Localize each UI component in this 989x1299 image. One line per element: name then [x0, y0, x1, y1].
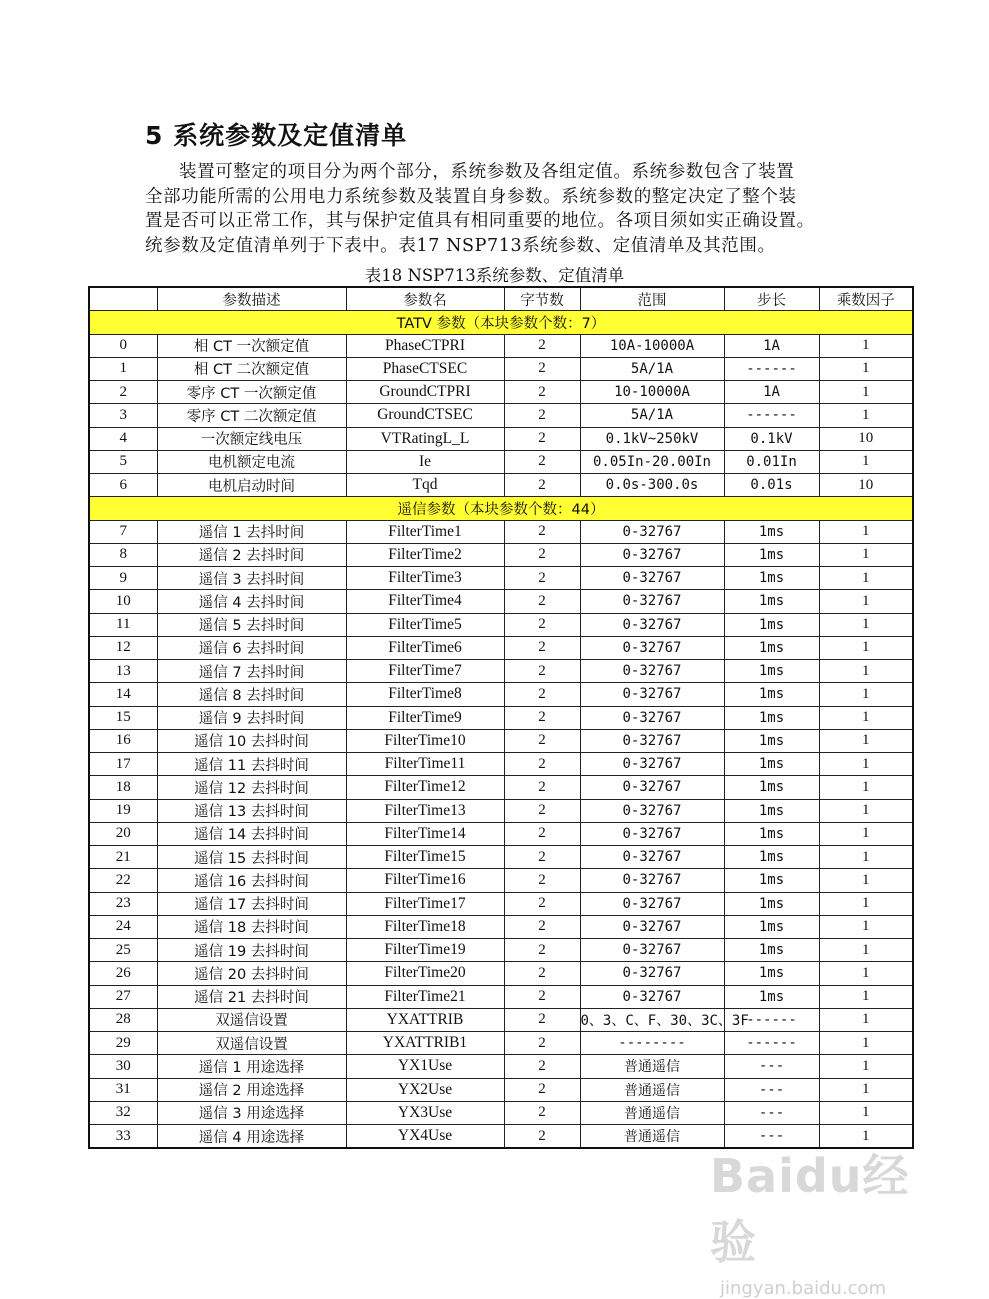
param-name-cell: YX4Use — [346, 1125, 504, 1149]
description-cell: 遥信 1 去抖时间 — [157, 520, 346, 543]
param-name-cell: Tqd — [346, 474, 504, 497]
factor-cell: 1 — [819, 381, 913, 404]
description-cell: 电机启动时间 — [157, 474, 346, 497]
step-cell: 1ms — [724, 985, 819, 1008]
range-cell: 0-32767 — [580, 915, 724, 938]
bytes-cell: 2 — [504, 1101, 580, 1124]
factor-cell: 1 — [819, 962, 913, 985]
table-row — [89, 567, 913, 590]
index-cell: 23 — [89, 892, 157, 915]
bytes-cell: 2 — [504, 404, 580, 427]
param-name-cell: FilterTime3 — [346, 567, 504, 590]
param-name-cell: FilterTime21 — [346, 985, 504, 1008]
param-name-cell: FilterTime10 — [346, 729, 504, 752]
step-cell: 1ms — [724, 567, 819, 590]
header-cell: 乘数因子 — [819, 287, 913, 311]
param-name-cell: YX3Use — [346, 1101, 504, 1124]
step-cell: 1ms — [724, 753, 819, 776]
step-cell: 0.1kV — [724, 427, 819, 450]
bytes-cell: 2 — [504, 962, 580, 985]
range-cell: 0-32767 — [580, 869, 724, 892]
step-cell: --- — [724, 1101, 819, 1124]
page-title: 5 系统参数及定值清单 — [145, 121, 408, 150]
range-cell: 0-32767 — [580, 590, 724, 613]
intro-paragraph — [145, 160, 860, 258]
factor-cell: 1 — [819, 543, 913, 566]
description-cell: 遥信 2 去抖时间 — [157, 543, 346, 566]
step-cell: 1ms — [724, 520, 819, 543]
paragraph-line: 全部功能所需的公用电力系统参数及装置自身参数。系统参数的整定决定了整个装 — [145, 186, 797, 207]
factor-cell: 1 — [819, 334, 913, 357]
description-cell: 遥信 4 去抖时间 — [157, 590, 346, 613]
description-cell: 遥信 21 去抖时间 — [157, 985, 346, 1008]
bytes-cell: 2 — [504, 706, 580, 729]
param-name-cell: VTRatingL_L — [346, 427, 504, 450]
factor-cell: 1 — [819, 776, 913, 799]
range-cell: 普通遥信 — [580, 1078, 724, 1101]
range-cell: 0-32767 — [580, 706, 724, 729]
param-name-cell: Ie — [346, 450, 504, 473]
index-cell: 20 — [89, 822, 157, 845]
bytes-cell: 2 — [504, 636, 580, 659]
index-cell: 32 — [89, 1101, 157, 1124]
bytes-cell: 2 — [504, 776, 580, 799]
index-cell: 7 — [89, 520, 157, 543]
table-row — [89, 520, 913, 543]
step-cell: ------ — [724, 1008, 819, 1031]
factor-cell: 1 — [819, 450, 913, 473]
param-name-cell: FilterTime1 — [346, 520, 504, 543]
step-cell: 1ms — [724, 869, 819, 892]
factor-cell: 1 — [819, 1078, 913, 1101]
table-row — [89, 1078, 913, 1101]
index-cell: 1 — [89, 357, 157, 380]
param-name-cell: FilterTime2 — [346, 543, 504, 566]
table-row — [89, 1032, 913, 1055]
range-cell: -------- — [580, 1032, 724, 1055]
paragraph-line: 置是否可以正常工作，其与保护定值具有相同重要的地位。各项目须如实正确设置。 — [145, 211, 815, 231]
watermark-url: jingyan.baidu.com — [720, 1278, 887, 1299]
index-cell: 13 — [89, 660, 157, 683]
factor-cell: 10 — [819, 427, 913, 450]
bytes-cell: 2 — [504, 660, 580, 683]
bytes-cell: 2 — [504, 543, 580, 566]
parameter-table — [88, 286, 914, 1149]
description-cell: 遥信 5 去抖时间 — [157, 613, 346, 636]
step-cell: 1ms — [724, 915, 819, 938]
bytes-cell: 2 — [504, 846, 580, 869]
bytes-cell: 2 — [504, 357, 580, 380]
param-name-cell: FilterTime11 — [346, 753, 504, 776]
index-cell: 11 — [89, 613, 157, 636]
step-cell: 0.01In — [724, 450, 819, 473]
description-cell: 遥信 9 去抖时间 — [157, 706, 346, 729]
table-row — [89, 799, 913, 822]
factor-cell: 1 — [819, 1055, 913, 1078]
table-row — [89, 660, 913, 683]
range-cell: 0-32767 — [580, 776, 724, 799]
description-cell: 遥信 18 去抖时间 — [157, 915, 346, 938]
description-cell: 遥信 12 去抖时间 — [157, 776, 346, 799]
factor-cell: 1 — [819, 869, 913, 892]
description-cell: 遥信 16 去抖时间 — [157, 869, 346, 892]
description-cell: 遥信 4 用途选择 — [157, 1125, 346, 1149]
bytes-cell: 2 — [504, 334, 580, 357]
bytes-cell: 2 — [504, 567, 580, 590]
bytes-cell: 2 — [504, 1055, 580, 1078]
step-cell: 1ms — [724, 892, 819, 915]
factor-cell: 1 — [819, 846, 913, 869]
index-cell: 10 — [89, 590, 157, 613]
table-row — [89, 892, 913, 915]
table-row — [89, 381, 913, 404]
bytes-cell: 2 — [504, 915, 580, 938]
param-name-cell: FilterTime14 — [346, 822, 504, 845]
table-row — [89, 683, 913, 706]
header-cell: 范围 — [580, 287, 724, 311]
description-cell: 遥信 2 用途选择 — [157, 1078, 346, 1101]
bytes-cell: 2 — [504, 1032, 580, 1055]
param-name-cell: GroundCTSEC — [346, 404, 504, 427]
header-cell: 步长 — [724, 287, 819, 311]
header-cell: 字节数 — [504, 287, 580, 311]
table-row — [89, 427, 913, 450]
index-cell: 17 — [89, 753, 157, 776]
table-row — [89, 636, 913, 659]
bytes-cell: 2 — [504, 939, 580, 962]
factor-cell: 1 — [819, 404, 913, 427]
bytes-cell: 2 — [504, 427, 580, 450]
description-cell: 遥信 1 用途选择 — [157, 1055, 346, 1078]
param-name-cell: FilterTime19 — [346, 939, 504, 962]
bytes-cell: 2 — [504, 822, 580, 845]
table-row — [89, 985, 913, 1008]
header-cell: 参数描述 — [157, 287, 346, 311]
description-cell: 双遥信设置 — [157, 1008, 346, 1031]
table-caption: 表18 NSP713系统参数、定值清单 — [364, 266, 625, 285]
param-name-cell: FilterTime16 — [346, 869, 504, 892]
description-cell: 遥信 13 去抖时间 — [157, 799, 346, 822]
range-cell: 0-32767 — [580, 729, 724, 752]
factor-cell: 1 — [819, 567, 913, 590]
step-cell: 1ms — [724, 543, 819, 566]
description-cell: 双遥信设置 — [157, 1032, 346, 1055]
range-cell: 0-32767 — [580, 822, 724, 845]
description-cell: 遥信 17 去抖时间 — [157, 892, 346, 915]
param-name-cell: FilterTime18 — [346, 915, 504, 938]
range-cell: 普通遥信 — [580, 1125, 724, 1149]
step-cell: 1A — [724, 334, 819, 357]
range-cell: 普通遥信 — [580, 1055, 724, 1078]
param-name-cell: FilterTime6 — [346, 636, 504, 659]
step-cell: 1ms — [724, 822, 819, 845]
description-cell: 遥信 10 去抖时间 — [157, 729, 346, 752]
table-row — [89, 1101, 913, 1124]
index-cell: 14 — [89, 683, 157, 706]
step-cell: 1ms — [724, 776, 819, 799]
step-cell: 1A — [724, 381, 819, 404]
paragraph-line: 装置可整定的项目分为两个部分，系统参数及各组定值。系统参数包含了装置 — [179, 162, 795, 182]
index-cell: 25 — [89, 939, 157, 962]
description-cell: 零序 CT 二次额定值 — [157, 404, 346, 427]
range-cell: 0-32767 — [580, 613, 724, 636]
bytes-cell: 2 — [504, 1078, 580, 1101]
bytes-cell: 2 — [504, 520, 580, 543]
range-cell: 0-32767 — [580, 520, 724, 543]
param-name-cell: YXATTRIB1 — [346, 1032, 504, 1055]
bytes-cell: 2 — [504, 799, 580, 822]
group-header-row — [89, 311, 913, 334]
factor-cell: 1 — [819, 939, 913, 962]
step-cell: --- — [724, 1055, 819, 1078]
description-cell: 电机额定电流 — [157, 450, 346, 473]
index-cell: 19 — [89, 799, 157, 822]
table-row — [89, 729, 913, 752]
group-title: 遥信参数（本块参数个数：44） — [89, 497, 913, 520]
description-cell: 遥信 7 去抖时间 — [157, 660, 346, 683]
range-cell: 0.1kV~250kV — [580, 427, 724, 450]
index-cell: 30 — [89, 1055, 157, 1078]
table-row — [89, 450, 913, 473]
description-cell: 遥信 20 去抖时间 — [157, 962, 346, 985]
table-row — [89, 334, 913, 357]
index-cell: 8 — [89, 543, 157, 566]
description-cell: 遥信 8 去抖时间 — [157, 683, 346, 706]
bytes-cell: 2 — [504, 450, 580, 473]
bytes-cell: 2 — [504, 1008, 580, 1031]
group-header-row — [89, 497, 913, 520]
watermark-logo: Baidu经验 — [710, 1149, 910, 1269]
baidu-watermark — [710, 1140, 950, 1299]
index-cell: 33 — [89, 1125, 157, 1149]
index-cell: 24 — [89, 915, 157, 938]
index-cell: 3 — [89, 404, 157, 427]
factor-cell: 1 — [819, 985, 913, 1008]
description-cell: 相 CT 一次额定值 — [157, 334, 346, 357]
step-cell: 1ms — [724, 636, 819, 659]
bytes-cell: 2 — [504, 613, 580, 636]
param-name-cell: FilterTime17 — [346, 892, 504, 915]
step-cell: --- — [724, 1125, 819, 1149]
range-cell: 0-32767 — [580, 660, 724, 683]
step-cell: 1ms — [724, 939, 819, 962]
step-cell: 1ms — [724, 846, 819, 869]
factor-cell: 1 — [819, 613, 913, 636]
factor-cell: 1 — [819, 660, 913, 683]
range-cell: 0.0s-300.0s — [580, 474, 724, 497]
range-cell: 0-32767 — [580, 962, 724, 985]
bytes-cell: 2 — [504, 985, 580, 1008]
table-row — [89, 706, 913, 729]
step-cell: 1ms — [724, 660, 819, 683]
description-cell: 遥信 15 去抖时间 — [157, 846, 346, 869]
step-cell: 1ms — [724, 683, 819, 706]
factor-cell: 1 — [819, 892, 913, 915]
range-cell: 10-10000A — [580, 381, 724, 404]
range-cell: 0-32767 — [580, 683, 724, 706]
bytes-cell: 2 — [504, 869, 580, 892]
table-header-row — [89, 287, 913, 311]
param-name-cell: PhaseCTSEC — [346, 357, 504, 380]
description-cell: 遥信 6 去抖时间 — [157, 636, 346, 659]
bytes-cell: 2 — [504, 1125, 580, 1149]
table-row — [89, 846, 913, 869]
index-cell: 9 — [89, 567, 157, 590]
table-row — [89, 822, 913, 845]
header-cell: 参数名 — [346, 287, 504, 311]
step-cell: 1ms — [724, 962, 819, 985]
factor-cell: 1 — [819, 706, 913, 729]
description-cell: 相 CT 二次额定值 — [157, 357, 346, 380]
index-cell: 15 — [89, 706, 157, 729]
range-cell: 0.05In-20.00In — [580, 450, 724, 473]
factor-cell: 1 — [819, 1101, 913, 1124]
step-cell: --- — [724, 1078, 819, 1101]
range-cell: 0-32767 — [580, 985, 724, 1008]
description-cell: 零序 CT 一次额定值 — [157, 381, 346, 404]
table-row — [89, 753, 913, 776]
index-cell: 27 — [89, 985, 157, 1008]
factor-cell: 1 — [819, 590, 913, 613]
step-cell: ------ — [724, 1032, 819, 1055]
factor-cell: 1 — [819, 729, 913, 752]
range-cell: 0-32767 — [580, 543, 724, 566]
range-cell: 0-32767 — [580, 753, 724, 776]
range-cell: 0、3、C、F、30、3C、3F — [580, 1008, 724, 1031]
range-cell: 5A/1A — [580, 404, 724, 427]
range-cell: 10A-10000A — [580, 334, 724, 357]
param-name-cell: FilterTime15 — [346, 846, 504, 869]
param-name-cell: FilterTime12 — [346, 776, 504, 799]
range-cell: 0-32767 — [580, 567, 724, 590]
bytes-cell: 2 — [504, 381, 580, 404]
description-cell: 遥信 19 去抖时间 — [157, 939, 346, 962]
table-row — [89, 1055, 913, 1078]
step-cell: 1ms — [724, 590, 819, 613]
description-cell: 遥信 3 去抖时间 — [157, 567, 346, 590]
param-name-cell: YXATTRIB — [346, 1008, 504, 1031]
paragraph-line: 统参数及定值清单列于下表中。表17 NSP713系统参数、定值清单及其范围。 — [145, 235, 776, 256]
table-row — [89, 939, 913, 962]
table-body — [89, 311, 913, 1149]
factor-cell: 1 — [819, 357, 913, 380]
factor-cell: 1 — [819, 915, 913, 938]
bytes-cell: 2 — [504, 753, 580, 776]
index-cell: 26 — [89, 962, 157, 985]
table-row — [89, 915, 913, 938]
table-row — [89, 869, 913, 892]
factor-cell: 1 — [819, 636, 913, 659]
index-cell: 22 — [89, 869, 157, 892]
factor-cell: 1 — [819, 799, 913, 822]
table-row — [89, 962, 913, 985]
range-cell: 0-32767 — [580, 892, 724, 915]
table-row — [89, 543, 913, 566]
factor-cell: 1 — [819, 822, 913, 845]
step-cell: ------ — [724, 357, 819, 380]
param-name-cell: PhaseCTPRI — [346, 334, 504, 357]
index-cell: 4 — [89, 427, 157, 450]
factor-cell: 1 — [819, 1125, 913, 1149]
param-name-cell: FilterTime5 — [346, 613, 504, 636]
table-row — [89, 613, 913, 636]
bytes-cell: 2 — [504, 729, 580, 752]
index-cell: 5 — [89, 450, 157, 473]
param-name-cell: FilterTime8 — [346, 683, 504, 706]
range-cell: 5A/1A — [580, 357, 724, 380]
range-cell: 0-32767 — [580, 799, 724, 822]
param-name-cell: FilterTime7 — [346, 660, 504, 683]
factor-cell: 1 — [819, 1032, 913, 1055]
param-name-cell: FilterTime9 — [346, 706, 504, 729]
range-cell: 0-32767 — [580, 846, 724, 869]
group-title: TATV 参数（本块参数个数：7） — [89, 311, 913, 334]
table-row — [89, 404, 913, 427]
step-cell: 1ms — [724, 706, 819, 729]
factor-cell: 1 — [819, 753, 913, 776]
range-cell: 普通遥信 — [580, 1101, 724, 1124]
index-cell: 29 — [89, 1032, 157, 1055]
param-name-cell: GroundCTPRI — [346, 381, 504, 404]
factor-cell: 1 — [819, 683, 913, 706]
index-cell: 6 — [89, 474, 157, 497]
param-name-cell: YX1Use — [346, 1055, 504, 1078]
index-cell: 0 — [89, 334, 157, 357]
step-cell: 1ms — [724, 729, 819, 752]
description-cell: 遥信 11 去抖时间 — [157, 753, 346, 776]
step-cell: ------ — [724, 404, 819, 427]
factor-cell: 1 — [819, 520, 913, 543]
factor-cell: 10 — [819, 474, 913, 497]
index-cell: 12 — [89, 636, 157, 659]
bytes-cell: 2 — [504, 683, 580, 706]
param-name-cell: FilterTime20 — [346, 962, 504, 985]
index-cell: 16 — [89, 729, 157, 752]
index-cell: 18 — [89, 776, 157, 799]
range-cell: 0-32767 — [580, 939, 724, 962]
bytes-cell: 2 — [504, 474, 580, 497]
step-cell: 1ms — [724, 613, 819, 636]
param-name-cell: FilterTime13 — [346, 799, 504, 822]
step-cell: 1ms — [724, 799, 819, 822]
param-name-cell: FilterTime4 — [346, 590, 504, 613]
index-cell: 31 — [89, 1078, 157, 1101]
step-cell: 0.01s — [724, 474, 819, 497]
table-row — [89, 1008, 913, 1031]
table-row — [89, 590, 913, 613]
factor-cell: 1 — [819, 1008, 913, 1031]
description-cell: 遥信 14 去抖时间 — [157, 822, 346, 845]
table-row — [89, 776, 913, 799]
description-cell: 遥信 3 用途选择 — [157, 1101, 346, 1124]
index-cell: 21 — [89, 846, 157, 869]
param-name-cell: YX2Use — [346, 1078, 504, 1101]
header-cell — [89, 287, 157, 311]
bytes-cell: 2 — [504, 892, 580, 915]
index-cell: 28 — [89, 1008, 157, 1031]
range-cell: 0-32767 — [580, 636, 724, 659]
table-row — [89, 474, 913, 497]
bytes-cell: 2 — [504, 590, 580, 613]
table-row — [89, 357, 913, 380]
description-cell: 一次额定线电压 — [157, 427, 346, 450]
index-cell: 2 — [89, 381, 157, 404]
